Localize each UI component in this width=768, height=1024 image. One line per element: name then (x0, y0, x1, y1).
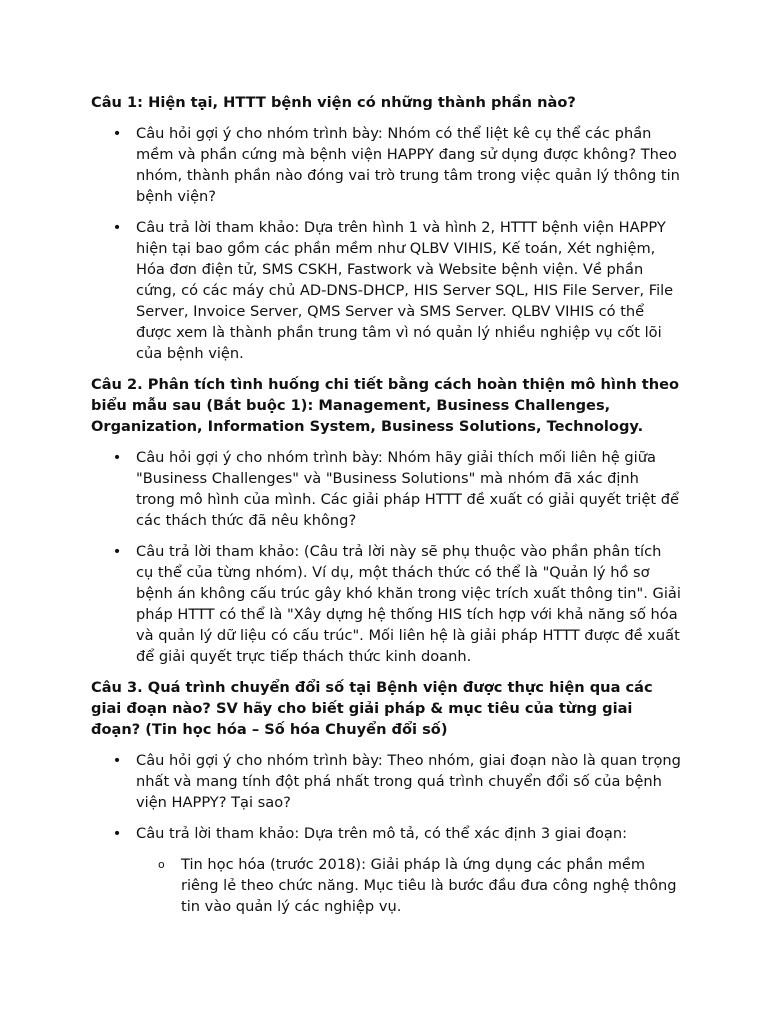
bullet-icon: • (112, 825, 122, 842)
list-item (91, 750, 682, 813)
bullet-icon: • (112, 543, 122, 560)
list-item (91, 541, 682, 667)
list-item (91, 217, 682, 364)
question-2-heading: Câu 2. Phân tích tình huống chi tiết bằng cách hoàn thiện mô hình theo biểu mẫu sau (Bắt buộc 1): Management, Business Challenges, Organization, Information System, Business Solutions, Technology. (91, 376, 680, 435)
bullet-icon: • (112, 219, 122, 236)
question-2-bullets (91, 447, 682, 667)
question-1-bullets (91, 123, 682, 364)
bullet-text: Câu hỏi gợi ý cho nhóm trình bày: Nhóm có thể liệt kê cụ thể các phần mềm và phần cứng mà bệnh viện HAPPY đang sử dụng được không? Theo nhóm, thành phần nào đóng vai trò trung tâm trong việc quản lý thông tin bệnh viện? (136, 125, 680, 205)
sub-bullet-text: Tin học hóa (trước 2018): Giải pháp là ứng dụng các phần mềm riêng lẻ theo chức năng. Mục tiêu là bước đầu đưa công nghệ thông tin vào quản lý các nghiệp vụ. (181, 856, 677, 915)
list-item (91, 823, 682, 917)
sub-bullet-list (136, 854, 682, 917)
bullet-icon: • (112, 449, 122, 466)
bullet-icon: • (112, 752, 122, 769)
list-item (91, 447, 682, 531)
question-1-heading: Câu 1: Hiện tại, HTTT bệnh viện có những thành phần nào? (91, 94, 576, 111)
bullet-text: Câu trả lời tham khảo: Dựa trên mô tả, có thể xác định 3 giai đoạn: (136, 825, 628, 842)
list-item (91, 123, 682, 207)
bullet-text: Câu hỏi gợi ý cho nhóm trình bày: Nhóm hãy giải thích mối liên hệ giữa "Business Challenges" và "Business Solutions" mà nhóm đã xác định trong mô hình của mình. Các giải pháp HTTT đề xuất có giải quyết triệt để các thách thức đã nêu không? (136, 449, 680, 529)
bullet-text: Câu trả lời tham khảo: (Câu trả lời này sẽ phụ thuộc vào phần phân tích cụ thể của từng nhóm). Ví dụ, một thách thức có thể là "Quản lý hồ sơ bệnh án không cấu trúc gây khó khăn trong việc trích xuất thông tin". Giải pháp HTTT có thể là "Xây dựng hệ thống HIS tích hợp với khả năng số hóa và quản lý dữ liệu có cấu trúc". Mối liên hệ là giải pháp HTTT được đề xuất để giải quyết trực tiếp thách thức kinh doanh. (136, 543, 681, 665)
bullet-icon: • (112, 125, 122, 142)
sub-list-item (136, 854, 682, 917)
bullet-text: Câu hỏi gợi ý cho nhóm trình bày: Theo nhóm, giai đoạn nào là quan trọng nhất và mang tính đột phá nhất trong quá trình chuyển đổi số của bệnh viện HAPPY? Tại sao? (136, 752, 681, 811)
question-3-bullets (91, 750, 682, 917)
circle-bullet-icon: o (158, 858, 165, 871)
question-3-heading: Câu 3. Quá trình chuyển đổi số tại Bệnh viện được thực hiện qua các giai đoạn nào? SV hãy cho biết giải pháp & mục tiêu của từng giai đoạn? (Tin học hóa – Số hóa Chuyển đổi số) (91, 679, 653, 738)
bullet-text: Câu trả lời tham khảo: Dựa trên hình 1 và hình 2, HTTT bệnh viện HAPPY hiện tại bao gồm các phần mềm như QLBV VIHIS, Kế toán, Xét nghiệm, Hóa đơn điện tử, SMS CSKH, Fastwork và Website bệnh viện. Về phần cứng, có các máy chủ AD-DNS-DHCP, HIS Server SQL, HIS File Server, File Server, Invoice Server, QMS Server và SMS Server. QLBV VIHIS có thể được xem là thành phần trung tâm vì nó quản lý nhiều nghiệp vụ cốt lõi của bệnh viện. (136, 219, 674, 362)
